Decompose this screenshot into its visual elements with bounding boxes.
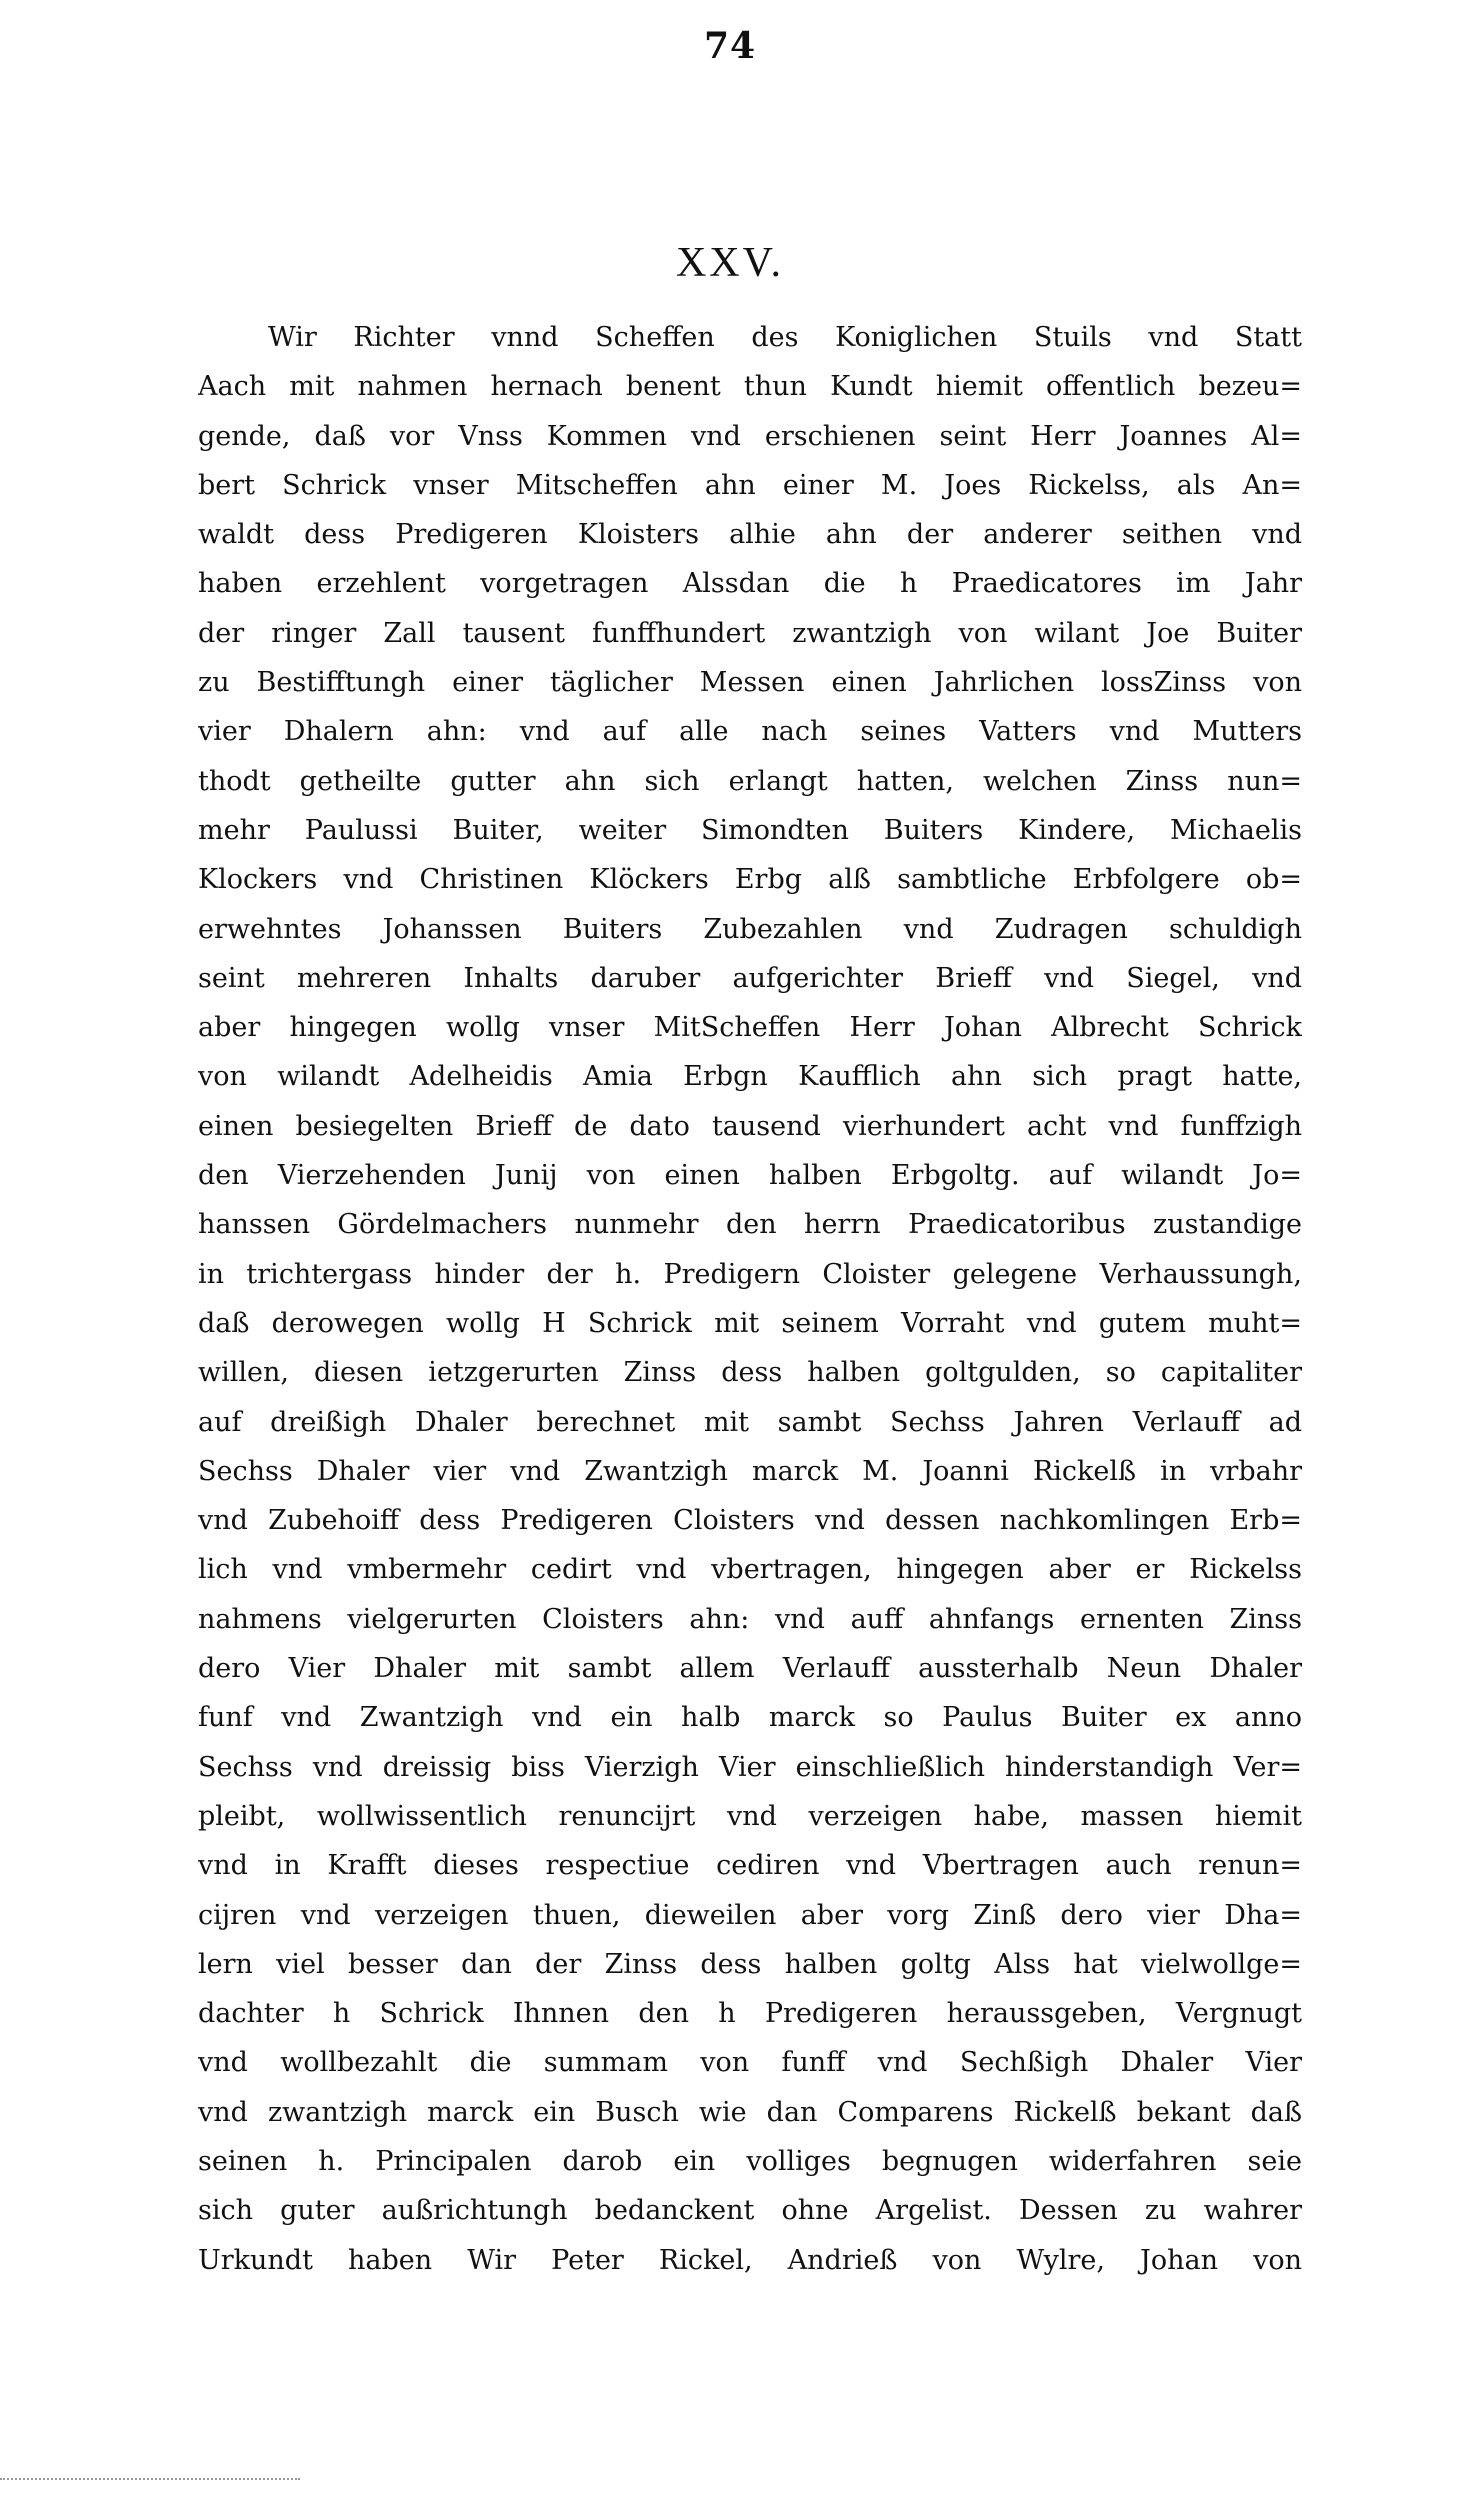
text-line: gende, daß vor Vnss Kommen vnd erschienen seint Herr Joannes Al= (198, 420, 1302, 452)
text-line: Klockers vnd Christinen Klöckers Erbg alß sambtliche Erbfolgere ob= (198, 864, 1302, 896)
text-line: vnd wollbezahlt die summam von funff vnd Sechßigh Dhaler Vier (198, 2047, 1302, 2079)
text-line: in trichtergass hinder der h. Predigern Cloister gelegene Verhaussungh, (198, 1258, 1302, 1290)
section-heading: XXV. (675, 240, 785, 286)
text-line: lern viel besser dan der Zinss dess halben goltg Alss hat vielwollge= (198, 1948, 1302, 1980)
text-line: auf dreißigh Dhaler berechnet mit sambt Sechss Jahren Verlauff ad (198, 1406, 1302, 1438)
text-line: vier Dhalern ahn: vnd auf alle nach seines Vatters vnd Mutters (198, 716, 1302, 748)
text-line: Wir Richter vnnd Scheffen des Koniglichen Stuils vnd Statt (268, 322, 1302, 353)
text-line: vnd zwantzigh marck ein Busch wie dan Comparens Rickelß bekant daß (198, 2096, 1302, 2128)
text-line: vnd in Krafft dieses respectiue cediren vnd Vbertragen auch renun= (198, 1850, 1302, 1882)
text-line: mehr Paulussi Buiter, weiter Simondten Buiters Kindere, Michaelis (198, 814, 1302, 846)
text-line: Urkundt haben Wir Peter Rickel, Andrieß von Wylre, Johan von (198, 2244, 1302, 2276)
text-line: seinen h. Principalen darob ein volliges begnugen widerfahren seie (198, 2145, 1302, 2177)
text-line: nahmens vielgerurten Cloisters ahn: vnd auff ahnfangs ernenten Zinss (198, 1603, 1302, 1635)
text-line: der ringer Zall tausent funffhundert zwantzigh von wilant Joe Buiter (198, 617, 1302, 649)
body-text (198, 313, 1302, 2285)
text-line: aber hingegen wollg vnser MitScheffen Herr Johan Albrecht Schrick (198, 1012, 1302, 1044)
text-line: thodt getheilte gutter ahn sich erlangt hatten, welchen Zinss nun= (198, 765, 1302, 797)
text-line: dero Vier Dhaler mit sambt allem Verlauff aussterhalb Neun Dhaler (198, 1653, 1302, 1685)
text-line: funf vnd Zwantzigh vnd ein halb marck so Paulus Buiter ex anno (198, 1702, 1302, 1734)
text-line: zu Bestifftungh einer täglicher Messen einen Jahrlichen lossZinss von (198, 667, 1302, 699)
text-line: lich vnd vmbermehr cedirt vnd vbertragen, hingegen aber er Rickelss (198, 1554, 1302, 1586)
text-line: dachter h Schrick Ihnnen den h Predigeren heraussgeben, Vergnugt (198, 1998, 1302, 2030)
text-line: von wilandt Adelheidis Amia Erbgn Kaufflich ahn sich pragt hatte, (198, 1061, 1302, 1093)
text-line: cijren vnd verzeigen thuen, dieweilen aber vorg Zinß dero vier Dha= (198, 1899, 1302, 1931)
text-line: pleibt, wollwissentlich renuncijrt vnd verzeigen habe, massen hiemit (198, 1800, 1302, 1832)
text-line: Sechss Dhaler vier vnd Zwantzigh marck M. Joanni Rickelß in vrbahr (198, 1455, 1302, 1487)
text-line: daß derowegen wollg H Schrick mit seinem Vorraht vnd gutem muht= (198, 1307, 1302, 1339)
text-line: hanssen Gördelmachers nunmehr den herrn Praedicatoribus zustandige (198, 1209, 1302, 1241)
footer-rule (0, 2478, 300, 2480)
text-line: bert Schrick vnser Mitscheffen ahn einer M. Joes Rickelss, als An= (198, 469, 1302, 501)
text-line: willen, diesen ietzgerurten Zinss dess halben goltgulden, so capitaliter (198, 1357, 1302, 1389)
text-line: einen besiegelten Brieff de dato tausend vierhundert acht vnd funffzigh (198, 1110, 1302, 1142)
text-line: waldt dess Predigeren Kloisters alhie ahn der anderer seithen vnd (198, 519, 1302, 551)
text-line: seint mehreren Inhalts daruber aufgerichter Brieff vnd Siegel, vnd (198, 962, 1302, 994)
text-line: Aach mit nahmen hernach benent thun Kundt hiemit offentlich bezeu= (198, 371, 1302, 403)
text-line: vnd Zubehoiff dess Predigeren Cloisters vnd dessen nachkomlingen Erb= (198, 1505, 1302, 1537)
text-line: sich guter außrichtungh bedanckent ohne Argelist. Dessen zu wahrer (198, 2195, 1302, 2227)
text-line: erwehntes Johanssen Buiters Zubezahlen vnd Zudragen schuldigh (198, 913, 1302, 945)
text-line: den Vierzehenden Junij von einen halben Erbgoltg. auf wilandt Jo= (198, 1160, 1302, 1192)
text-line: Sechss vnd dreissig biss Vierzigh Vier einschließlich hinderstandigh Ver= (198, 1751, 1302, 1783)
text-line: haben erzehlent vorgetragen Alssdan die h Praedicatores im Jahr (198, 568, 1302, 600)
page-number: 74 (703, 25, 757, 67)
